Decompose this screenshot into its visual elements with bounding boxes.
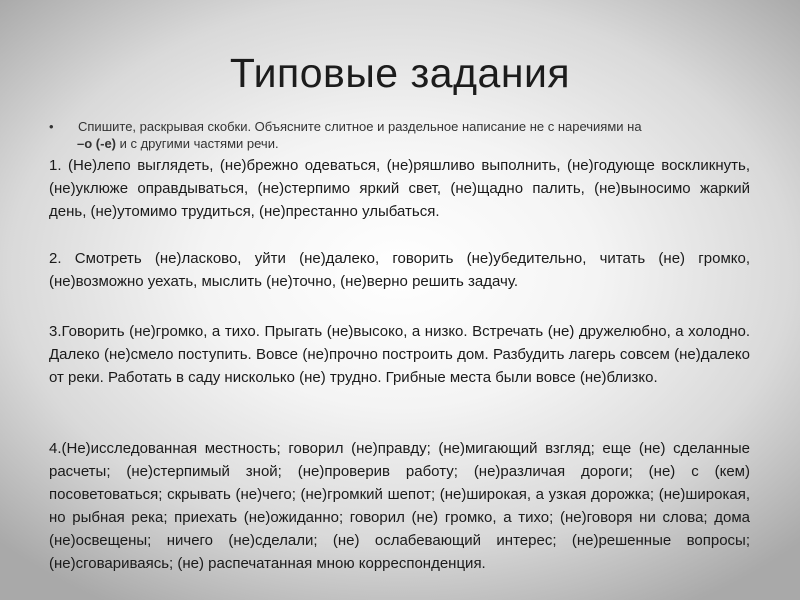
task-instruction [49, 118, 759, 152]
instruction-line-2-rest: и с другими частями речи. [116, 136, 279, 151]
exercise-text: (Не)исследованная местность; говорил (не)правду; (не)мигающий взгляд; еще (не) сделанные расчеты; (не)стерпимый зной; (не)проверив работу; (не)различая дороги; (не) с (кем) посоветоваться; скрывать (не)чего; (не)громкий шепот; (не)широкая, а узкая дорожка; (не)широкая, но рыбная река; приехать (не)ожиданно; говорил (не) громко, а тихо; (не)говоря ни слова; дома (не)освещены; ничего (не)сделали; (не) ослабевающий интерес; (не)решенные вопросы; (не)сговариваясь; (не) распечатанная мною корреспонденция. [49, 440, 750, 572]
instruction-line-1: Спишите, раскрывая скобки. Объясните слитное и раздельное написание не с наречиями на [78, 119, 642, 134]
instruction-text [49, 118, 759, 152]
bullet-icon: • [49, 119, 54, 134]
exercise-paragraph-1 [49, 154, 750, 223]
exercise-text: (Не)лепо выглядеть, (не)брежно одеваться, (не)ряшливо выполнить, (не)годующе воскликнуть, (не)уклюже оправдываться, (не)стерпимо яркий свет, (не)щадно палить, (не)выносимо жаркий день, (не)утомимо трудиться, (не)престанно улыбаться. [49, 157, 750, 220]
exercise-number: 2. [49, 250, 62, 267]
exercise-paragraph-4 [49, 437, 750, 575]
exercise-number: 4. [49, 440, 62, 457]
exercise-paragraph-3 [49, 320, 750, 389]
exercise-number: 1. [49, 157, 62, 174]
exercise-paragraph-2 [49, 247, 750, 293]
exercise-text: Говорить (не)громко, а тихо. Прыгать (не)высоко, а низко. Встречать (не) дружелюбно, а холодно. Далеко (не)смело поступить. Вовсе (не)прочно построить дом. Разбудить лагерь совсем (не)далеко от реки. Работать в саду нисколько (не) трудно. Грибные места были вовсе (не)близко. [49, 323, 750, 386]
slide-title: Типовые задания [229, 50, 571, 96]
exercise-number: 3. [49, 323, 62, 340]
instruction-suffix: –о (-е) [77, 136, 116, 151]
exercise-text: Смотреть (не)ласково, уйти (не)далеко, говорить (не)убедительно, читать (не) громко, (не)возможно уехать, мыслить (не)точно, (не)верно решить задачу. [49, 250, 750, 290]
instruction-line-2 [77, 135, 759, 152]
